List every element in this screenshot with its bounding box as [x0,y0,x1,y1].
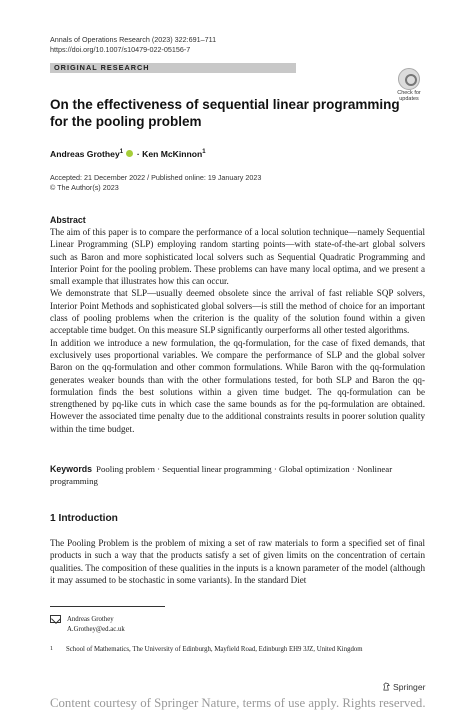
author-name[interactable]: Ken McKinnon [142,148,203,159]
footnote-divider [50,606,165,607]
abstract-paragraph: The aim of this paper is to compare the performance of a local solution technique—namely Sequential Linear Programming (SLP) employing random starting points—with state-of-the-art global solvers such as Baron and more sophisticated local solvers such as Sequential Quadratic Programming and Interior Point for the pooling problem. These problems can have many local optima, and we present a small example that illustrates how this can occur. [50,227,425,287]
check-updates-icon [398,68,420,90]
keywords-text: Pooling problem · Sequential linear programming · Global optimization · Nonlinear programming [50,464,393,486]
paper-title: On the effectiveness of sequential linear programming for the pooling problem [50,97,400,129]
check-updates-line1: Check for [397,90,421,96]
abstract-body [50,226,425,435]
author-name[interactable]: Andreas Grothey [50,148,120,159]
accepted-published-dates: Accepted: 21 December 2022 / Published online: 19 January 2023 [50,173,262,182]
section-label-bar [50,63,296,73]
affiliation-marker: 1 [119,149,124,155]
journal-info [50,35,216,55]
journal-citation: Annals of Operations Research (2023) 322:691–711 [50,35,217,44]
courtesy-watermark: Content courtesy of Springer Nature, terms of use apply. Rights reserved. [50,696,426,710]
keywords [50,463,425,487]
introduction-paragraph: The Pooling Problem is the problem of mixing a set of raw materials to form a specified set of final products in such a way that the products satisfy a set of given limits on the concentration of certain qualities. The composition of these qualities in the inputs is a known parameter of the model (although it may assumed to be stochastic in some variants). In the standard Diet [50,538,425,585]
section-heading-introduction: 1 Introduction [50,513,118,524]
author-list [50,146,206,160]
abstract-heading: Abstract [50,215,86,225]
check-updates-line2: updates [399,96,419,102]
affiliation-text: School of Mathematics, The University of Edinburgh, Mayfield Road, Edinburgh EH9 3JZ, United Kingdom [66,646,363,653]
abstract-paragraph: We demonstrate that SLP—usually deemed obsolete since the arrival of fast reliable SQP solvers, Interior Point Methods and sophisticated global solvers—is still the method of choice for an important class of pooling problems when the criterion is the quality of the solution found within a given acceptable time budget. On this measure SLP significantly ourperforms all other tested algorithms. [50,288,425,336]
keywords-label: Keywords [50,464,93,474]
envelope-icon [50,615,61,623]
publisher-name: Springer [393,682,426,692]
corresponding-author [50,615,125,634]
affiliation-marker: 1 [202,149,206,155]
orcid-icon[interactable] [126,150,133,157]
section-label: ORIGINAL RESEARCH [54,63,150,72]
copyright-line: © The Author(s) 2023 [50,183,119,192]
affiliation-number: 1 [50,646,53,652]
author-separator: · [134,148,143,159]
doi-link[interactable]: https://doi.org/10.1007/s10479-022-05156-7 [50,45,191,54]
publisher-logo [382,682,425,693]
springer-horse-icon [382,682,391,691]
affiliation-footnote [50,645,425,655]
contact-name: Andreas Grothey [67,616,114,623]
publication-dates [50,173,261,193]
abstract-paragraph: In addition we introduce a new formulation, the qq-formulation, for the case of fixed demands, that exclusively uses proportional variables. We compare the performance of SLP and the global solver Baron on the qq-formulation and other common formulations. While Baron with the qq-formulation generates weaker bounds than with the other formulations tested, for both SLP and Baron the qq-formulation finds the best solutions within a given time budget. The qq-formulation can be strengthened by pq-like cuts in which case the same bounds as for the pq-formulation are obtained. However the associated time penalty due to the additional constraints results in poorer solution quality within the time budget. [50,337,425,434]
contact-email[interactable]: A.Grothey@ed.ac.uk [67,625,125,633]
